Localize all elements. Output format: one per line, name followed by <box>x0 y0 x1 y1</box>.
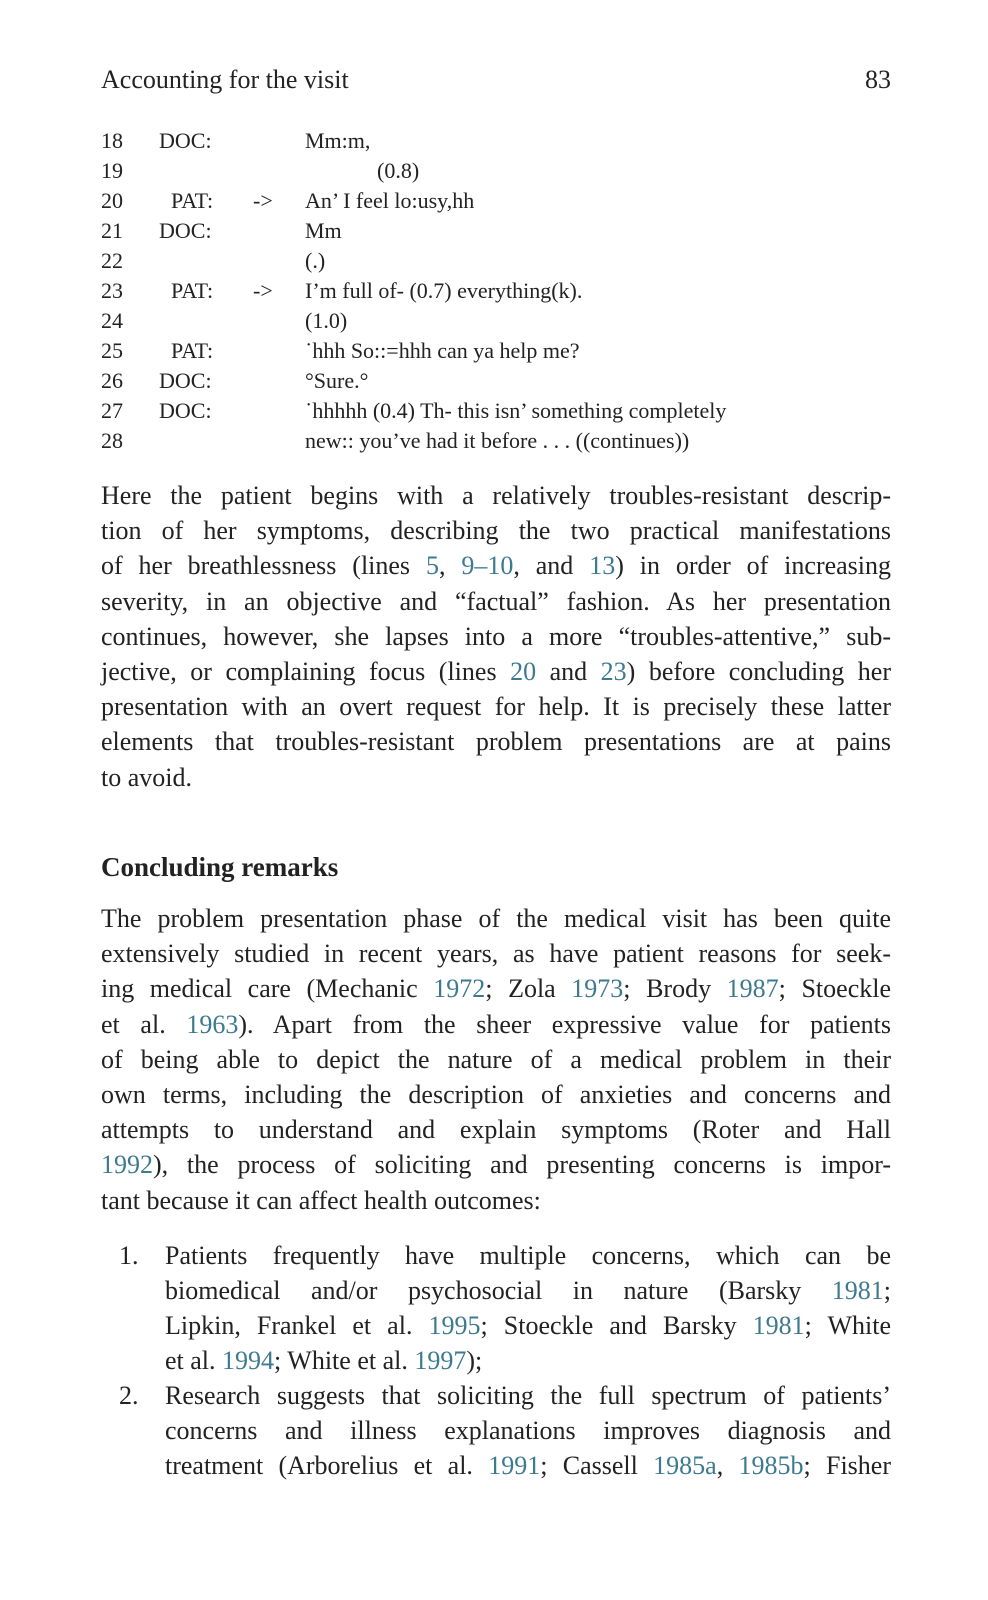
speaker-label: DOC: <box>159 368 212 393</box>
text-run: ; Stoeckle <box>778 974 891 1004</box>
text-run: ) before concluding her <box>626 657 891 687</box>
text-line: to avoid. <box>101 762 192 792</box>
text-line: tant because it can affect health outcomes: <box>101 1185 541 1215</box>
speaker-label: DOC: <box>159 128 212 153</box>
text-run: ; Brody <box>623 974 727 1004</box>
line-number: 26 <box>101 368 123 393</box>
line-number: 20 <box>101 188 123 213</box>
line-ref-link[interactable]: 23 <box>600 657 627 687</box>
speaker-label: PAT: <box>171 338 214 363</box>
text-run: treatment (Arborelius et al. <box>165 1451 489 1480</box>
line-number: 24 <box>101 308 123 333</box>
line-ref-link[interactable]: 9–10 <box>461 551 514 581</box>
transcript-line <box>101 216 891 246</box>
text-run: jective, or complaining focus (lines <box>101 657 511 687</box>
text-line: attempts to understand and explain symptoms (Roter and Hall <box>101 1115 891 1145</box>
text-line: tion of her symptoms, describing the two practical manifestations <box>101 516 891 546</box>
transcript-line <box>101 396 891 426</box>
text-line <box>165 1308 891 1343</box>
text-run: ), the process of soliciting and presenting concerns is impor- <box>153 1150 891 1180</box>
line-number: 28 <box>101 428 123 453</box>
text-line <box>165 1343 891 1378</box>
text-run: ; <box>883 1276 891 1305</box>
text-line: continues, however, she lapses into a more “troubles-attentive,” sub- <box>101 621 891 651</box>
line-ref-link[interactable]: 13 <box>589 551 616 581</box>
citation-link[interactable]: 1995 <box>428 1311 481 1340</box>
line-number: 22 <box>101 248 123 273</box>
text-line: extensively studied in recent years, as have patient reasons for seek- <box>101 939 891 969</box>
line-number: 25 <box>101 338 123 363</box>
transcript-line <box>101 366 891 396</box>
text-line: presentation with an overt request for help. It is precisely these latter <box>101 692 891 722</box>
citation-link[interactable]: 1991 <box>488 1451 541 1480</box>
citation-link[interactable]: 1981 <box>752 1311 805 1340</box>
utterance: (.) <box>305 248 326 273</box>
text-run: , <box>716 1451 739 1480</box>
line-number: 18 <box>101 128 123 153</box>
text-line <box>165 1448 891 1483</box>
text-run: ); <box>466 1346 483 1375</box>
text-run: ; Cassell <box>540 1451 654 1480</box>
utterance: °Sure.° <box>305 368 369 393</box>
list-item-number: 1. <box>119 1241 139 1270</box>
text-line: Here the patient begins with a relatively troubles-resistant descrip- <box>101 481 891 510</box>
speaker-label: DOC: <box>159 218 212 243</box>
text-line <box>101 548 891 583</box>
text-run: , <box>438 551 462 581</box>
list-item-body <box>165 1238 891 1378</box>
transcript-line <box>101 126 891 156</box>
text-line <box>101 1007 891 1042</box>
text-run: ; Fisher <box>803 1451 891 1480</box>
utterance: ˙hhhhh (0.4) Th- this isn’ something completely <box>305 398 727 423</box>
text-run: of her breathlessness (lines <box>101 551 426 581</box>
transcript-line <box>101 186 891 216</box>
text-run: ing medical care (Mechanic <box>101 974 434 1004</box>
page-number: 83 <box>865 65 891 94</box>
section-heading: Concluding remarks <box>101 852 339 882</box>
citation-link[interactable]: 1985a <box>653 1451 717 1480</box>
text-line <box>101 1147 891 1182</box>
line-ref-link[interactable]: 20 <box>510 657 537 687</box>
text-run: ; White et al. <box>274 1346 415 1375</box>
text-line <box>101 654 891 689</box>
text-run: et al. <box>165 1346 223 1375</box>
transcript-line <box>101 336 891 366</box>
list-item-body <box>165 1378 891 1483</box>
citation-link[interactable]: 1981 <box>831 1276 884 1305</box>
text-line <box>101 971 891 1006</box>
text-run: Lipkin, Frankel et al. <box>165 1311 429 1340</box>
text-line: of being able to depict the nature of a medical problem in their <box>101 1044 891 1074</box>
utterance: An’ I feel lo:usy,hh <box>305 188 475 213</box>
list-item-number: 2. <box>119 1381 139 1410</box>
citation-link[interactable]: 1963 <box>186 1009 239 1039</box>
utterance: (1.0) <box>305 308 348 333</box>
transcript-line <box>101 156 891 186</box>
citation-link[interactable]: 1992 <box>101 1150 153 1180</box>
text-run: ; Zola <box>485 974 572 1004</box>
text-run: and <box>536 657 601 687</box>
utterance: new:: you’ve had it before . . . ((continues)) <box>305 428 690 453</box>
text-line: concerns and illness explanations improves diagnosis and <box>165 1416 891 1445</box>
citation-link[interactable]: 1987 <box>726 974 779 1004</box>
transcript-line <box>101 276 891 306</box>
line-number: 19 <box>101 158 123 183</box>
speaker-label: PAT: <box>171 278 214 303</box>
arrow-marker: -> <box>253 188 273 213</box>
line-ref-link[interactable]: 5 <box>425 551 439 581</box>
utterance: Mm:m, <box>305 128 371 153</box>
text-line: The problem presentation phase of the medical visit has been quite <box>101 904 891 933</box>
text-line <box>165 1273 891 1308</box>
text-run: ; White <box>804 1311 892 1340</box>
list-item <box>101 1378 891 1483</box>
text-line: Patients frequently have multiple concerns, which can be <box>165 1241 891 1270</box>
transcript-line <box>101 246 891 276</box>
citation-link[interactable]: 1994 <box>222 1346 275 1375</box>
citation-link[interactable]: 1997 <box>414 1346 467 1375</box>
line-number: 27 <box>101 398 123 423</box>
body-paragraph-concluding <box>101 901 891 1218</box>
speaker-label: DOC: <box>159 398 212 423</box>
text-run: et al. <box>101 1009 187 1039</box>
numbered-list <box>101 1238 891 1483</box>
citation-link[interactable]: 1973 <box>571 974 624 1004</box>
transcript <box>101 126 891 456</box>
text-run: ; Stoeckle and Barsky <box>480 1311 753 1340</box>
text-line: Research suggests that soliciting the full spectrum of patients’ <box>165 1381 891 1410</box>
utterance: (0.8) <box>377 158 420 183</box>
list-item <box>101 1238 891 1378</box>
text-line: own terms, including the description of anxieties and concerns and <box>101 1080 891 1110</box>
utterance: Mm <box>305 218 342 243</box>
text-line: elements that troubles-resistant problem presentations are at pains <box>101 727 891 757</box>
arrow-marker: -> <box>253 278 273 303</box>
transcript-line <box>101 426 891 456</box>
transcript-line <box>101 306 891 336</box>
text-line: severity, in an objective and “factual” fashion. As her presentation <box>101 586 891 616</box>
text-run: , and <box>513 551 590 581</box>
speaker-label: PAT: <box>171 188 214 213</box>
text-run: ) in order of increasing <box>615 551 892 581</box>
citation-link[interactable]: 1985b <box>738 1451 804 1480</box>
line-number: 21 <box>101 218 123 243</box>
utterance: I’m full of- (0.7) everything(k). <box>305 278 583 303</box>
line-number: 23 <box>101 278 123 303</box>
citation-link[interactable]: 1972 <box>433 974 486 1004</box>
body-paragraph-analysis <box>101 478 891 795</box>
running-title: Accounting for the visit <box>101 65 349 94</box>
text-run: biomedical and/or psychosocial in nature (Barsky <box>165 1276 832 1305</box>
utterance: ˙hhh So::=hhh can ya help me? <box>305 338 580 363</box>
text-run: ). Apart from the sheer expressive value for patients <box>238 1009 891 1039</box>
